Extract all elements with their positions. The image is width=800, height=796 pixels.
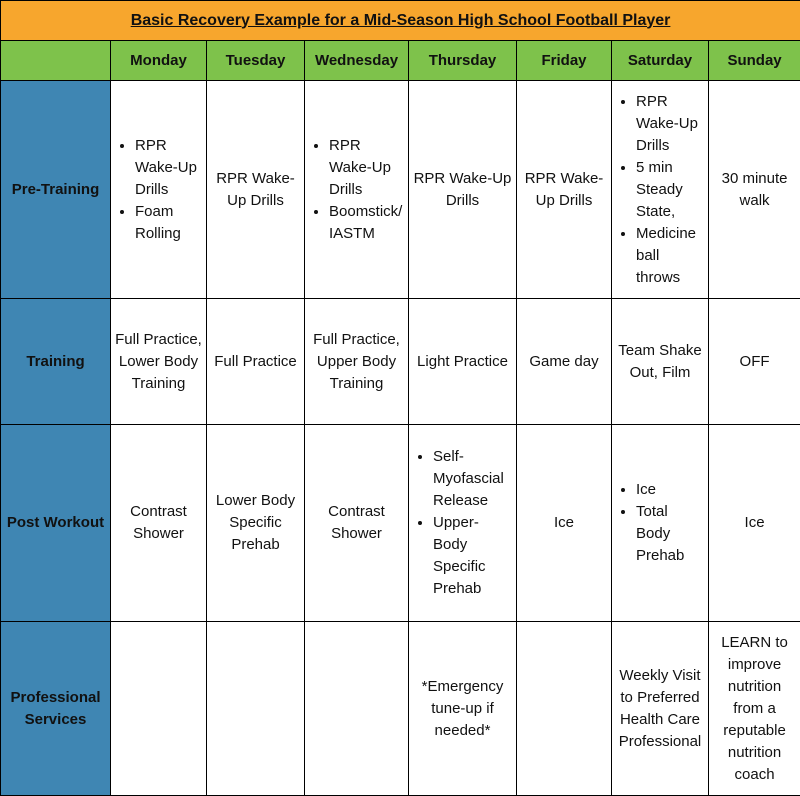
cell-post-workout-thursday	[409, 425, 517, 622]
row-header-pre-training: Pre-Training	[1, 81, 111, 299]
table-title: Basic Recovery Example for a Mid-Season High School Football Player	[1, 1, 800, 41]
list-item: • RPR Wake-Up Drills	[636, 91, 704, 157]
cell-professional-services-thursday: *Emergency tune-up if needed*	[409, 622, 517, 796]
day-header-saturday: Saturday	[612, 41, 709, 81]
day-header-monday: Monday	[111, 41, 207, 81]
list-item: • Self-Myofascial Release	[433, 446, 512, 512]
cell-training-monday: Full Practice, Lower Body Training	[111, 299, 207, 425]
day-header-tuesday: Tuesday	[207, 41, 305, 81]
cell-post-workout-saturday	[612, 425, 709, 622]
cell-post-workout-friday: Ice	[517, 425, 612, 622]
table-row	[1, 622, 800, 796]
list-item: • Upper-Body Specific Prehab	[433, 512, 512, 600]
cell-post-workout-tuesday: Lower Body Specific Prehab	[207, 425, 305, 622]
bullet-list	[413, 446, 512, 600]
row-header-training: Training	[1, 299, 111, 425]
cell-pre-training-friday: RPR Wake-Up Drills	[517, 81, 612, 299]
cell-professional-services-friday	[517, 622, 612, 796]
list-item: • RPR Wake-Up Drills	[135, 135, 202, 201]
bullet-list	[616, 91, 704, 289]
cell-post-workout-monday: Contrast Shower	[111, 425, 207, 622]
cell-professional-services-monday	[111, 622, 207, 796]
cell-training-friday: Game day	[517, 299, 612, 425]
cell-pre-training-thursday: RPR Wake-Up Drills	[409, 81, 517, 299]
bullet-list	[115, 135, 202, 245]
cell-training-thursday: Light Practice	[409, 299, 517, 425]
row-header-professional-services: Professional Services	[1, 622, 111, 796]
row-header-post-workout: Post Workout	[1, 425, 111, 622]
bullet-list	[616, 479, 704, 567]
bullet-list	[309, 135, 404, 245]
cell-pre-training-tuesday: RPR Wake-Up Drills	[207, 81, 305, 299]
cell-training-tuesday: Full Practice	[207, 299, 305, 425]
title-row	[1, 1, 800, 41]
table-row	[1, 299, 800, 425]
list-item: • Total Body Prehab	[636, 501, 704, 567]
cell-pre-training-sunday: 30 minute walk	[709, 81, 800, 299]
cell-pre-training-saturday	[612, 81, 709, 299]
cell-post-workout-sunday: Ice	[709, 425, 800, 622]
day-header-wednesday: Wednesday	[305, 41, 409, 81]
list-item: • RPR Wake-Up Drills	[329, 135, 404, 201]
list-item: • Foam Rolling	[135, 201, 202, 245]
day-header-sunday: Sunday	[709, 41, 800, 81]
corner-cell	[1, 41, 111, 81]
day-header-thursday: Thursday	[409, 41, 517, 81]
list-item: • 5 min Steady State,	[636, 157, 704, 223]
cell-pre-training-monday	[111, 81, 207, 299]
cell-professional-services-saturday: Weekly Visit to Preferred Health Care Professional	[612, 622, 709, 796]
cell-professional-services-sunday: LEARN to improve nutrition from a reputable nutrition coach	[709, 622, 800, 796]
list-item: • Medicine ball throws	[636, 223, 704, 289]
cell-training-sunday: OFF	[709, 299, 800, 425]
cell-training-saturday: Team Shake Out, Film	[612, 299, 709, 425]
cell-training-wednesday: Full Practice, Upper Body Training	[305, 299, 409, 425]
header-row	[1, 41, 800, 81]
cell-pre-training-wednesday	[305, 81, 409, 299]
list-item: • Boomstick/ IASTM	[329, 201, 404, 245]
list-item: • Ice	[636, 479, 704, 501]
cell-professional-services-wednesday	[305, 622, 409, 796]
table-row	[1, 81, 800, 299]
table-row	[1, 425, 800, 622]
day-header-friday: Friday	[517, 41, 612, 81]
cell-post-workout-wednesday: Contrast Shower	[305, 425, 409, 622]
cell-professional-services-tuesday	[207, 622, 305, 796]
